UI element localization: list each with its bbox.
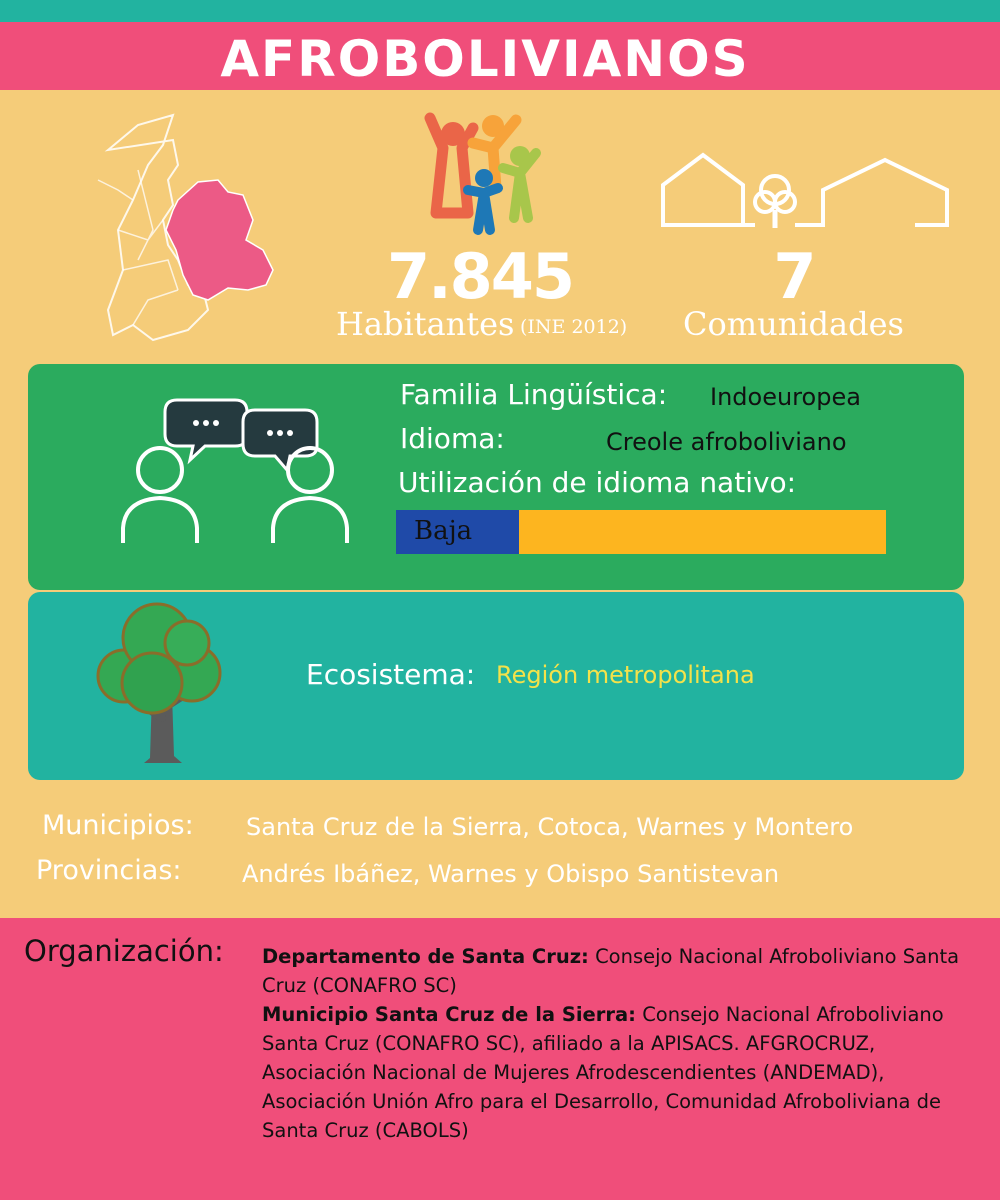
bolivia-map-icon bbox=[78, 110, 288, 350]
ecosystem-value: Región metropolitana bbox=[496, 661, 755, 689]
org-text-department: Consejo Nacional Afroboliviano Santa Cruz (CONAFRO SC) bbox=[262, 945, 960, 997]
communities-value: 7 bbox=[773, 240, 817, 313]
population-label: Habitantes bbox=[336, 305, 515, 343]
municipios-value: Santa Cruz de la Sierra, Cotoca, Warnes y Montero bbox=[246, 813, 854, 841]
family-label: Familia Lingüística: bbox=[400, 378, 668, 411]
communities-label: Comunidades bbox=[683, 305, 904, 343]
tree-icon bbox=[92, 598, 232, 768]
usage-bar bbox=[396, 510, 886, 554]
family-icon bbox=[418, 108, 548, 238]
idiom-value: Creole afroboliviano bbox=[606, 428, 847, 456]
organization-text bbox=[262, 942, 977, 1145]
family-value: Indoeuropea bbox=[710, 383, 861, 411]
population-source: (INE 2012) bbox=[520, 316, 628, 338]
provincias-label: Provincias: bbox=[36, 855, 182, 886]
org-heading-municipality: Municipio Santa Cruz de la Sierra: bbox=[262, 1003, 636, 1026]
idiom-label: Idioma: bbox=[400, 422, 505, 455]
ecosystem-label: Ecosistema: bbox=[306, 658, 476, 691]
page-title: AFROBOLIVIANOS bbox=[220, 30, 750, 88]
org-text-municipality: Consejo Nacional Afroboliviano Santa Cruz (CONAFRO SC), afiliado a la APISACS. AFGROCRUZ, Asociación Nacional de Mujeres Afrodescendientes (ANDEMAD), Asociación Unión Afro para el Desarrollo, Comunidad Afroboliviana de Santa Cruz (CABOLS) bbox=[262, 1003, 944, 1142]
usage-label: Utilización de idioma nativo: bbox=[398, 466, 797, 499]
usage-level: Baja bbox=[414, 516, 473, 546]
provincias-value: Andrés Ibáñez, Warnes y Obispo Santistevan bbox=[242, 860, 780, 888]
org-heading-department: Departamento de Santa Cruz: bbox=[262, 945, 589, 968]
population-value: 7.845 bbox=[386, 240, 574, 313]
top-strip bbox=[0, 0, 1000, 22]
conversation-icon bbox=[115, 388, 360, 558]
houses-icon bbox=[655, 150, 955, 240]
organization-label: Organización: bbox=[24, 934, 224, 968]
municipios-label: Municipios: bbox=[42, 810, 194, 841]
